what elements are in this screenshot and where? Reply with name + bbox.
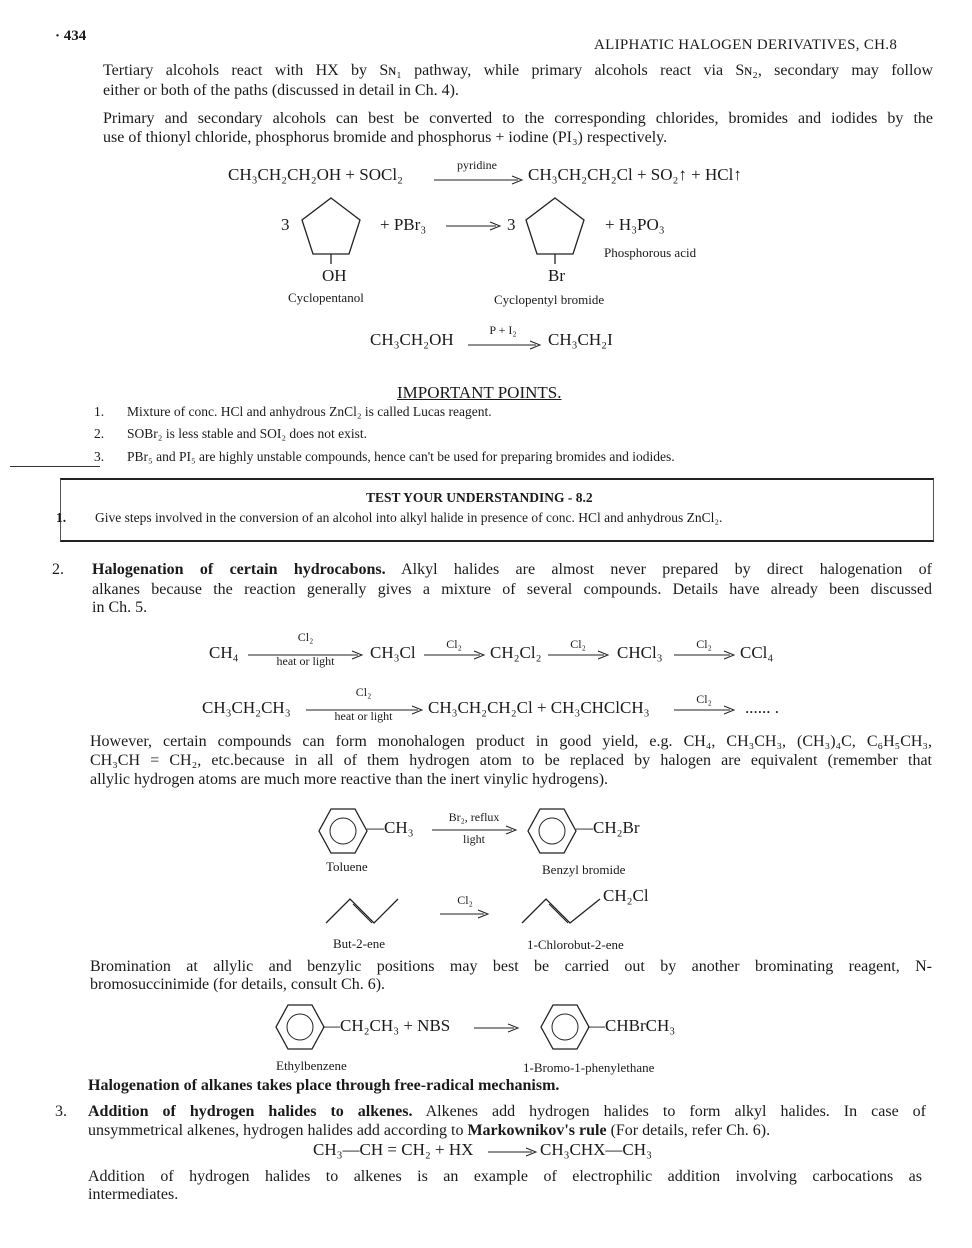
- page-number: · 434: [55, 28, 87, 44]
- final-line2: intermediates.: [88, 1186, 179, 1203]
- reaction-arrow: [468, 341, 544, 349]
- condition: Cl₂: [355, 685, 372, 699]
- point-number: 2.: [94, 426, 105, 441]
- section2-line1: [92, 561, 932, 579]
- divider: [10, 466, 100, 467]
- section3-line1: [88, 1103, 926, 1121]
- chloropropanes: CH₃CH₂CH₂Cl + CH₃CHClCH₃: [428, 698, 650, 717]
- eq2-product2-name: Phosphorous acid: [604, 245, 697, 260]
- benzene-ring-icon: [275, 1004, 325, 1050]
- eq1-reactants: CH₃CH₂CH₂OH + SOCl₂: [228, 165, 403, 184]
- chlorobutene-label: 1-Chlorobut-2-ene: [527, 937, 624, 952]
- section3-line2-a: unsymmetrical alkenes, hydrogen halides add according to: [88, 1122, 468, 1139]
- methane: CH₄: [209, 643, 239, 662]
- cyclopentane-ring-icon: [298, 196, 364, 266]
- but-2-ene-structure: [326, 895, 406, 927]
- condition-bottom: light: [462, 832, 485, 846]
- chloroform: CHCl₃: [617, 643, 663, 662]
- important-points-heading: IMPORTANT POINTS.: [397, 383, 562, 402]
- eq3-right: CH₃CH₂I: [548, 330, 613, 349]
- propane: CH₃CH₂CH₃: [202, 698, 291, 717]
- condition: Cl₂: [696, 692, 712, 706]
- point-number: 1.: [94, 404, 105, 419]
- intro-p2-line1: Primary and secondary alcohols can best be converted to the corresponding chlorides, bromides and iodides by the: [103, 110, 933, 127]
- intro-p2-line2: use of thionyl chloride, phosphorus bromide and phosphorus + iodine (PI₃) respectively.: [103, 129, 668, 146]
- eq2-sub2: Br: [548, 266, 565, 285]
- benzene-ring-icon: [527, 808, 577, 854]
- intro-p1-line2: either or both of the paths (discussed in detail in Ch. 4).: [103, 82, 459, 99]
- point-text: SOBr₂ is less stable and SOI₂ does not exist.: [127, 426, 368, 441]
- eq2-sub1: OH: [322, 266, 347, 285]
- reaction-arrow: [446, 222, 502, 230]
- running-title: ALIPHATIC HALOGEN DERIVATIVES, CH.8: [594, 37, 898, 53]
- condition: Cl₂: [446, 637, 462, 651]
- condition: Cl₂: [570, 637, 586, 651]
- however-line1: However, certain compounds can form monohalogen product in good yield, e.g. CH₄, CH₃CH₃, (CH₃)₄C, C₆H₅CH₃,: [90, 733, 932, 750]
- benzyl-bromide-label: Benzyl bromide: [542, 862, 626, 877]
- bromophenylethane-label: 1-Bromo-1-phenylethane: [523, 1060, 655, 1075]
- reaction-arrow: [674, 706, 738, 714]
- eq2-name1: Cyclopentanol: [288, 290, 364, 305]
- toluene-substituent: —CH₃: [367, 818, 414, 837]
- eq2-name2: Cyclopentyl bromide: [494, 292, 605, 307]
- but-2-ene-label: But-2-ene: [333, 936, 385, 951]
- condition: Cl₂: [696, 637, 712, 651]
- section3-title: Addition of hydrogen halides to alkenes.: [88, 1103, 413, 1120]
- ellipsis: ...... .: [745, 698, 779, 717]
- nbs-line2: bromosuccinimide (for details, consult Ch. 6).: [90, 976, 386, 993]
- reaction-arrow: [434, 176, 524, 184]
- eq1-products: CH₃CH₂CH₂Cl + SO₂↑ + HCl↑: [528, 165, 742, 184]
- however-line2: CH₃CH = CH₂, etc.because in all of them hydrogen atom to be replaced by halogen are equivalent (remember that: [90, 752, 932, 769]
- eq2-coef2: 3: [507, 215, 516, 234]
- eq2-coef1: 3: [281, 215, 290, 234]
- section3-line1-text: Alkenes add hydrogen halides to form alkyl halides. In case of: [425, 1103, 926, 1120]
- carbon-tetrachloride: CCl₄: [740, 643, 774, 662]
- section2-line1-text: Alkyl halides are almost never prepared by direct halogenation of: [401, 561, 932, 578]
- chloromethane: CH₃Cl: [370, 643, 416, 662]
- point-number: 3.: [94, 449, 105, 464]
- eq2-reagent: + PBr₃: [380, 215, 427, 234]
- section3-line2: [88, 1122, 918, 1140]
- section2-conclusion: Halogenation of alkanes takes place through free-radical mechanism.: [88, 1077, 560, 1094]
- test-box-title: TEST YOUR UNDERSTANDING - 8.2: [366, 490, 593, 505]
- chlorobutene-structure: [522, 895, 604, 927]
- benzene-ring-icon: [540, 1004, 590, 1050]
- markownikov-rule: Markownikov's rule: [467, 1122, 607, 1139]
- dichloromethane: CH₂Cl₂: [490, 643, 542, 662]
- reaction-arrow: [474, 1024, 522, 1032]
- section-number: 2.: [52, 561, 64, 578]
- ethylbenzene-label: Ethylbenzene: [276, 1058, 347, 1073]
- cyclopentane-ring-icon: [522, 196, 588, 266]
- ethylbenzene-substituent: —CH₂CH₃ + NBS: [323, 1016, 451, 1035]
- condition: Cl₂: [297, 630, 314, 644]
- toluene-label: Toluene: [326, 859, 368, 874]
- condition-bottom: heat or light: [276, 654, 335, 668]
- eq2-product2: + H₃PO₃: [605, 215, 665, 234]
- reaction-arrow: [548, 651, 612, 659]
- reaction-arrow: [674, 651, 738, 659]
- section-number: 3.: [55, 1103, 67, 1120]
- section2-title: Halogenation of certain hydrocabons.: [92, 561, 386, 578]
- point-text: PBr₅ and PI₅ are highly unstable compounds, hence can't be used for preparing bromides and iodides.: [127, 449, 675, 464]
- bromoethyl-substituent: —CHBrCH₃: [588, 1016, 676, 1035]
- section2-line2: alkanes because the reaction generally gives a mixture of several compounds. Details have already been discussed: [92, 581, 932, 598]
- benzene-ring-icon: [318, 808, 368, 854]
- reaction-arrow: [488, 1148, 540, 1156]
- condition-bottom: heat or light: [334, 709, 393, 723]
- intro-p1-line1: Tertiary alcohols react with HX by Sɴ₁ pathway, while primary alcohols react via Sɴ₂, secondary may follow: [103, 62, 933, 79]
- however-line3: allylic hydrogen atoms are much more reactive than the inert vinylic hydrogens).: [90, 771, 609, 788]
- test-question: Give steps involved in the conversion of an alcohol into alkyl halide in presence of conc. HCl and anhydrous ZnCl₂.: [95, 510, 723, 525]
- condition: Cl₂: [457, 893, 473, 907]
- reaction-arrow: [424, 651, 488, 659]
- section3-line2-c: (For details, refer Ch. 6).: [606, 1122, 771, 1139]
- benzyl-bromide-substituent: —CH₂Br: [576, 818, 640, 837]
- final-line1: Addition of hydrogen halides to alkenes is an example of electrophilic addition involving carbocations as: [88, 1168, 922, 1185]
- eq1-condition: pyridine: [457, 158, 497, 172]
- reaction-arrow: [440, 910, 492, 918]
- test-question-number: 1.: [56, 510, 67, 525]
- eq3-left: CH₃CH₂OH: [370, 330, 454, 349]
- section2-line3: in Ch. 5.: [92, 599, 148, 616]
- nbs-line1: Bromination at allylic and benzylic positions may best be carried out by another brominating reagent, N-: [90, 958, 932, 975]
- section3-eq-left: CH₃—CH = CH₂ + HX: [313, 1140, 474, 1159]
- section3-eq-right: CH₃CHX—CH₃: [540, 1140, 652, 1159]
- condition-top: Br₂, reflux: [448, 810, 500, 824]
- eq3-condition: P + I₂: [489, 323, 517, 337]
- chloromethyl-substituent: CH₂Cl: [603, 886, 649, 905]
- point-text: Mixture of conc. HCl and anhydrous ZnCl₂ is called Lucas reagent.: [127, 404, 492, 419]
